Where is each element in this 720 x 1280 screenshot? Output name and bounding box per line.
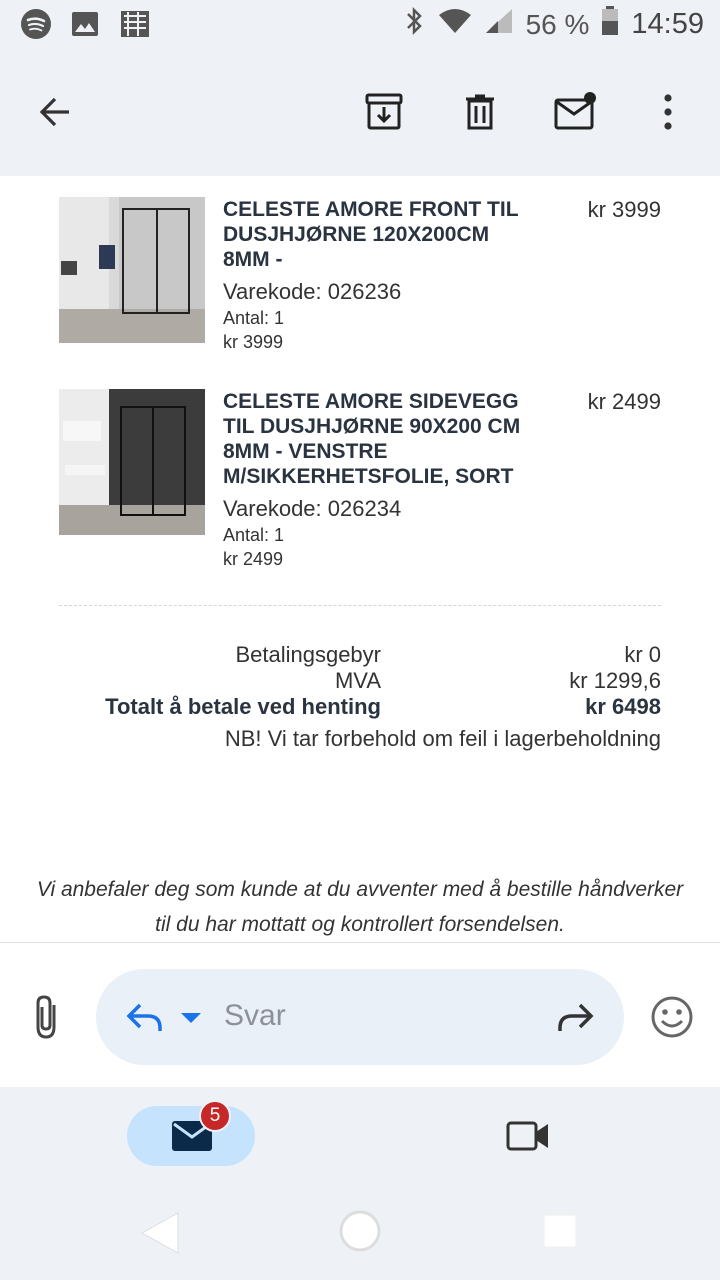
email-body <box>0 176 720 942</box>
product-image <box>59 389 205 535</box>
delete-icon[interactable] <box>456 88 504 136</box>
battery-percent: 56 % <box>525 8 590 40</box>
mark-unread-icon[interactable] <box>552 88 600 136</box>
divider <box>59 605 661 606</box>
item-code: Varekode: 026236 <box>223 279 402 304</box>
forward-icon[interactable] <box>556 997 596 1042</box>
product-image <box>59 197 205 343</box>
system-recents-icon[interactable] <box>543 1214 577 1253</box>
reply-placeholder[interactable]: Svar <box>224 999 286 1032</box>
battery-icon <box>601 6 619 43</box>
order-totals <box>59 642 661 720</box>
reply-options-chevron-icon[interactable] <box>180 1011 202 1029</box>
wifi-icon <box>438 7 472 42</box>
item-price: kr 3999 <box>587 197 661 222</box>
system-back-icon[interactable] <box>140 1211 180 1260</box>
mail-tab[interactable] <box>127 1106 255 1166</box>
item-price: kr 2499 <box>587 389 661 414</box>
system-home-icon[interactable] <box>338 1209 382 1258</box>
stock-disclaimer: NB! Vi tar forbehold om feil i lagerbeholdning <box>224 726 661 751</box>
archive-icon[interactable] <box>360 88 408 136</box>
total-label: Totalt å betale ved henting <box>105 694 381 719</box>
unread-badge: 5 <box>199 1100 231 1132</box>
signal-icon <box>484 7 514 42</box>
bottom-navigation <box>0 1087 720 1280</box>
clock: 14:59 <box>631 8 704 40</box>
item-quantity: Antal: 1 <box>223 525 285 545</box>
fee-value: kr 0 <box>624 642 661 667</box>
total-value: kr 6498 <box>585 694 661 719</box>
back-arrow-icon[interactable] <box>31 88 79 136</box>
status-bar <box>0 0 720 52</box>
advice-text: Vi anbefaler deg som kunde at du avventer med å bestille håndverker til du har mottatt og kontrollert forsendelsen. <box>36 878 684 936</box>
bluetooth-icon <box>404 6 426 43</box>
vat-row <box>59 668 661 694</box>
spotify-icon <box>20 8 52 45</box>
fee-row <box>59 642 661 668</box>
total-row <box>59 694 661 720</box>
order-item <box>59 389 661 569</box>
fee-label: Betalingsgebyr <box>235 642 381 667</box>
vat-label: MVA <box>334 668 381 693</box>
item-quantity: Antal: 1 <box>223 308 285 328</box>
vat-value: kr 1299,6 <box>569 668 661 693</box>
item-code: Varekode: 026234 <box>223 496 402 521</box>
item-subtotal: kr 3999 <box>223 332 284 352</box>
reply-icon[interactable] <box>124 997 164 1042</box>
order-item <box>59 197 661 357</box>
emoji-icon[interactable] <box>650 995 694 1044</box>
item-title: CELESTE AMORE FRONT TIL DUSJHJØRNE 120X200CM 8MM - <box>223 198 519 271</box>
app-bar <box>0 52 720 176</box>
reply-bar <box>0 942 720 1087</box>
attachment-icon[interactable] <box>30 993 62 1046</box>
more-vert-icon[interactable] <box>644 88 692 136</box>
image-icon <box>70 9 100 44</box>
reply-field[interactable] <box>96 969 624 1065</box>
app-notification-icon <box>118 8 152 45</box>
item-title: CELESTE AMORE SIDEVEGG TIL DUSJHJØRNE 90X200 CM 8MM - VENSTRE M/SIKKERHETSFOLIE, SORT <box>223 390 521 488</box>
item-subtotal: kr 2499 <box>223 549 284 569</box>
video-call-icon[interactable] <box>506 1119 550 1158</box>
